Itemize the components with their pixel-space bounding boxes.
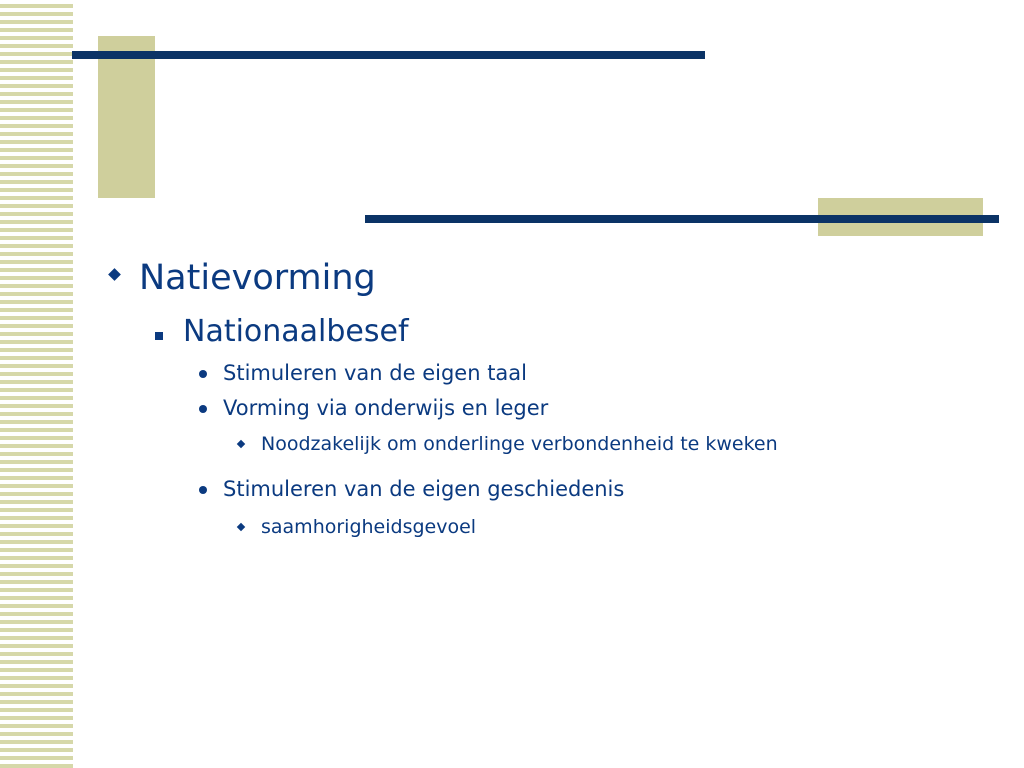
bullet-level4-verbondenheid: Noodzakelijk om onderlinge verbondenheid te kweken [261,433,778,455]
bullet-dot-icon [199,405,207,413]
bullet-dot-icon [199,370,207,378]
bullet-diamond-icon [108,268,121,281]
bullet-level2-nationaalbesef: Nationaalbesef [183,313,409,349]
bullet-level1-natievorming: Natievorming [139,258,376,298]
bullet-level3-vorming: Vorming via onderwijs en leger [223,396,549,420]
bullet-square-icon [155,332,163,340]
bullet-small-diamond-icon [237,523,245,531]
bullet-dot-icon [199,486,207,494]
bullet-level3-geschiedenis: Stimuleren van de eigen geschiedenis [223,477,625,501]
bullet-level4-saamhorigheid: saamhorigheidsgevoel [261,516,477,538]
bullet-level3-taal: Stimuleren van de eigen taal [223,361,527,385]
bullet-small-diamond-icon [237,440,245,448]
